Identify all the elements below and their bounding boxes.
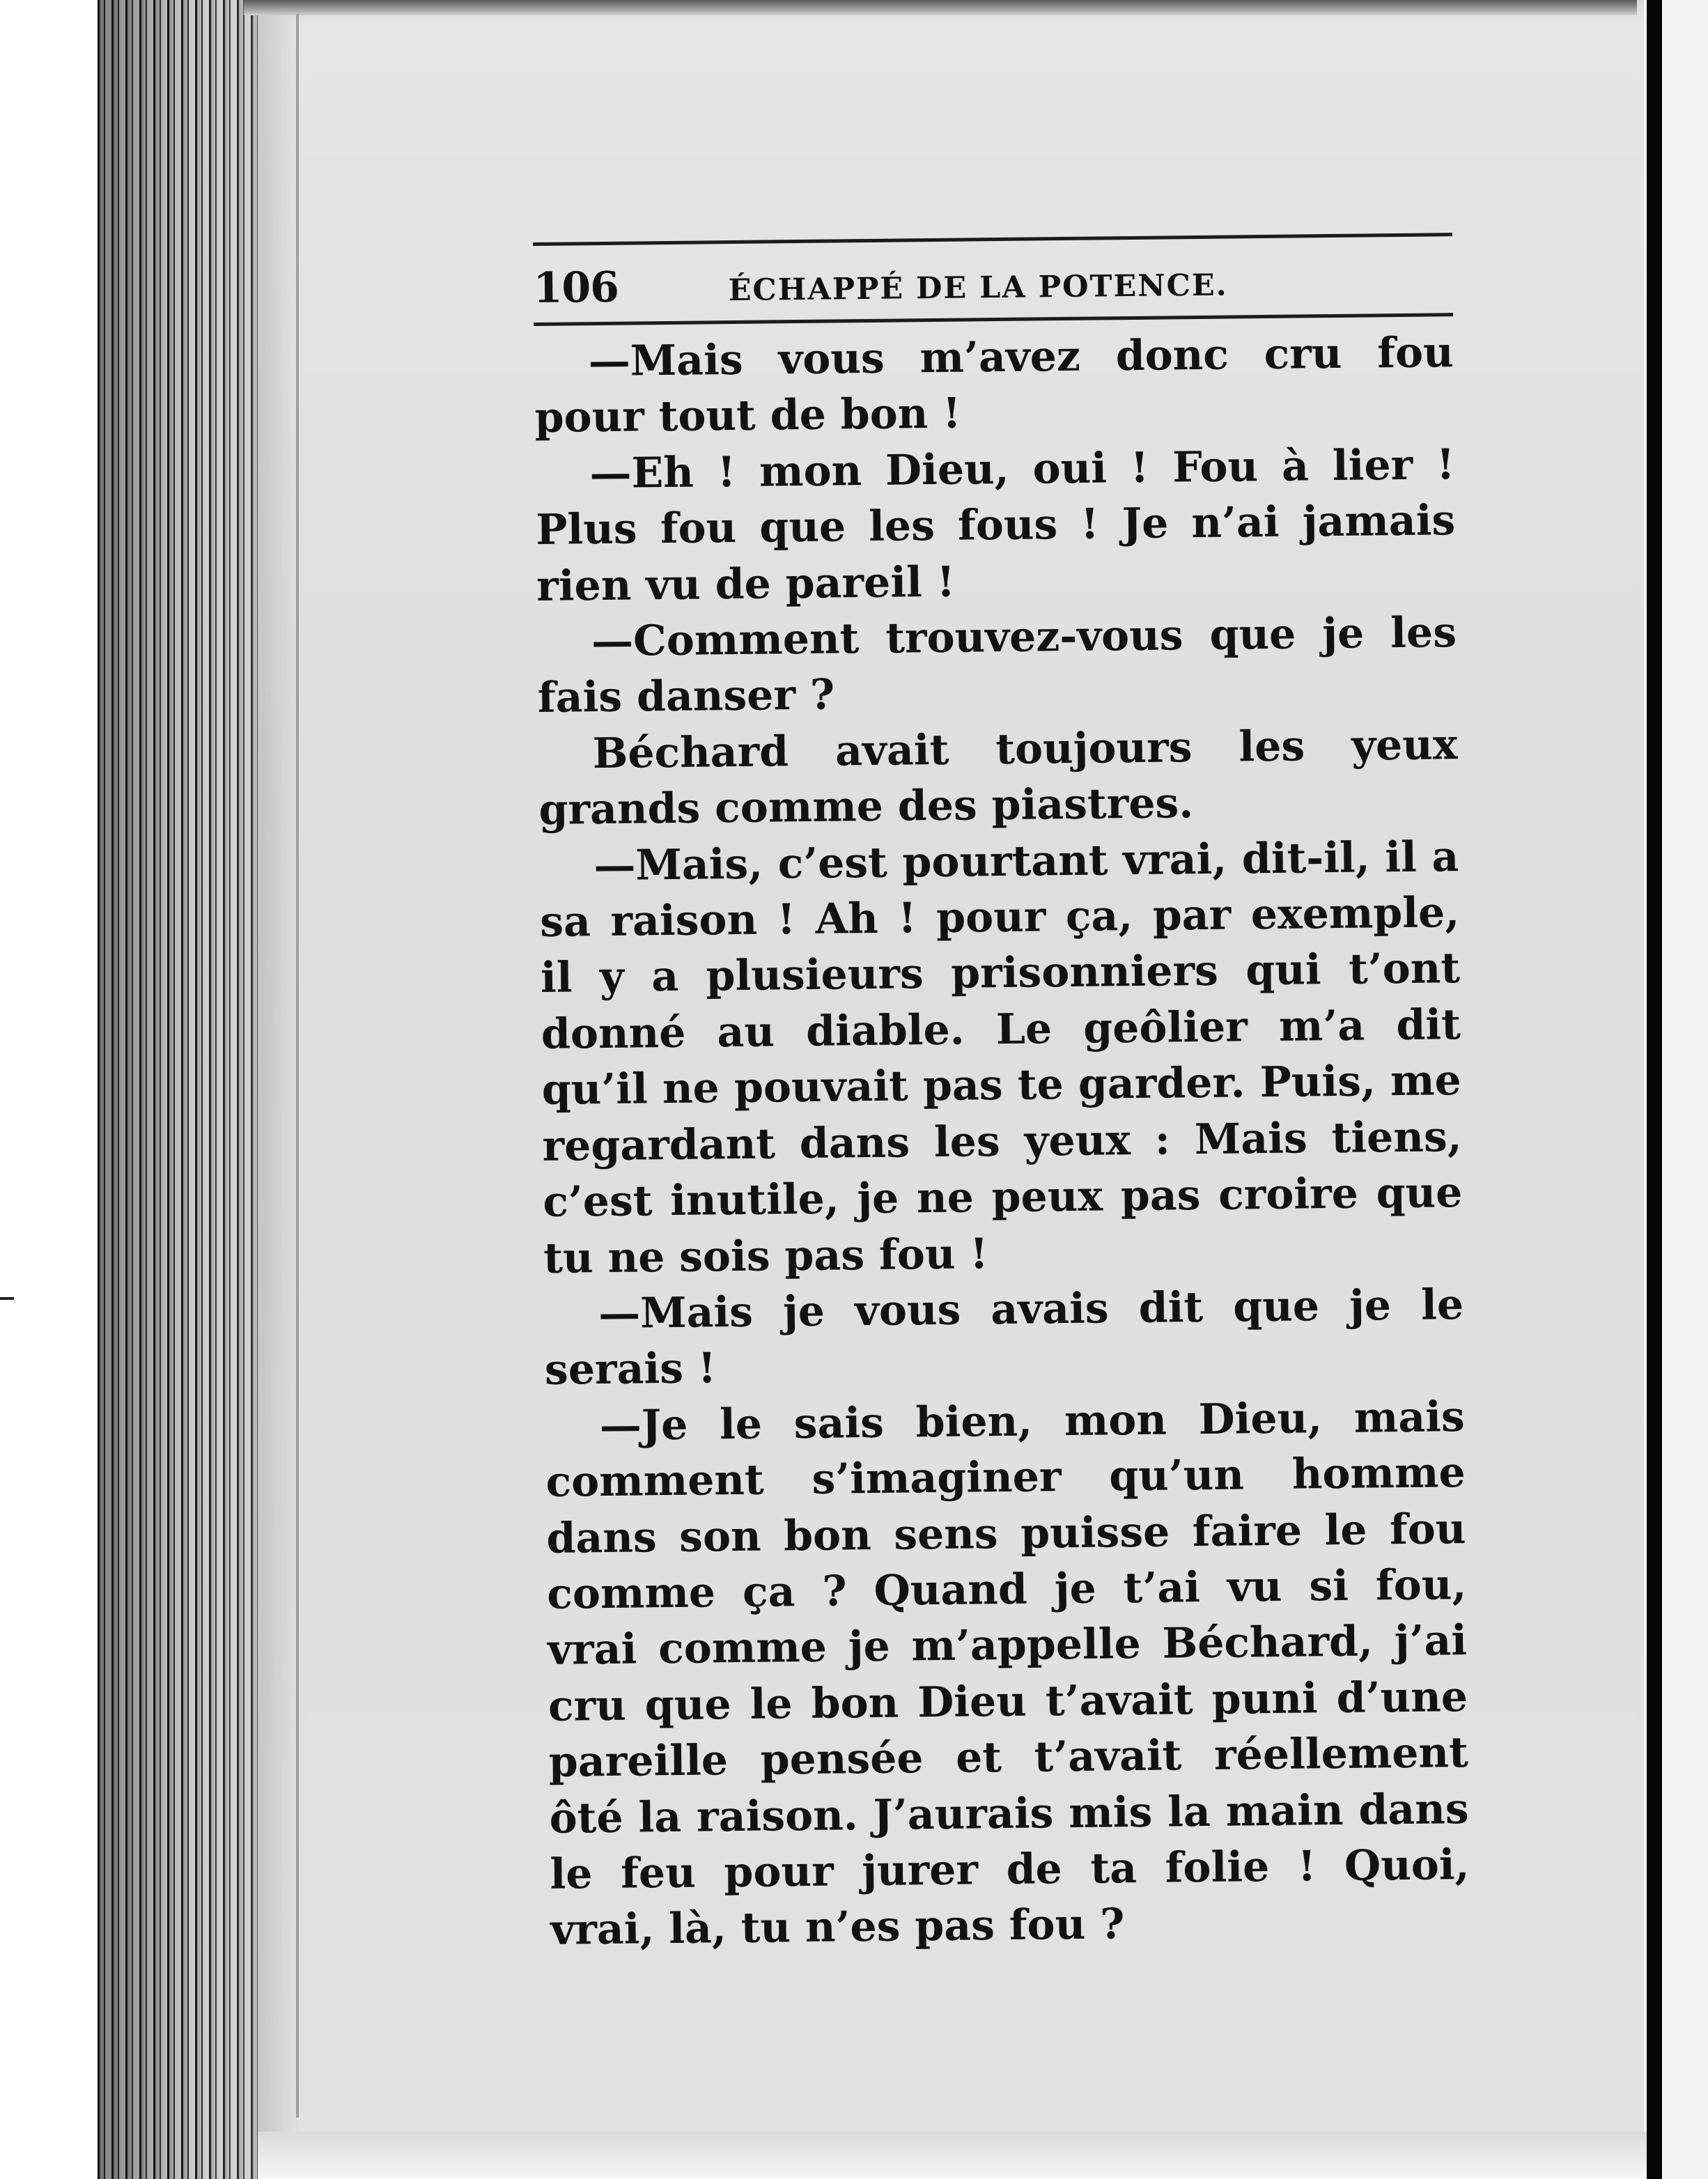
paragraph: —Eh ! mon Dieu, oui ! Fou à lier ! Plus fou que les fous ! Je n’ai jamais rien vu de pareil !	[535, 440, 1456, 611]
paragraph: —Je le sais bien, mon Dieu, mais comment s’imaginer qu’un homme dans son bon sens puisse faire le fou comme ça ? Quand je t’ai vu si fou, vrai comme je m’appelle Béchard, j’ai cru que le bon Dieu t’avait puni d’une pareille pensée et t’avait réellement ôté la raison. J’aurais mis la main dans le feu pour jurer de ta folie ! Quoi, vrai, là, tu n’es pas fou ?	[545, 1392, 1470, 1955]
page-bottom-band	[258, 2132, 1647, 2179]
running-title: ÉCHAPPÉ DE LA POTENCE.	[728, 267, 1228, 309]
paragraph: Béchard avait toujours les yeux grands comme des piastres.	[538, 720, 1458, 835]
running-header	[533, 254, 1453, 313]
scan-border-bar	[1647, 0, 1662, 2179]
header-rule-bottom	[534, 313, 1453, 326]
scan-right-margin	[1662, 0, 1708, 2179]
paragraph: —Comment trouvez-vous que je les fais danser ?	[537, 608, 1457, 723]
text-block	[533, 233, 1470, 1958]
page-number: 106	[533, 263, 619, 313]
page-top-edge	[244, 0, 1637, 15]
body-text	[534, 325, 1470, 1958]
page-edges-shadow	[98, 0, 265, 2179]
paragraph: —Mais vous m’avez donc cru fou pour tout de bon !	[534, 328, 1454, 443]
page-inner-edge	[296, 14, 299, 2118]
paragraph: —Mais, c’est pourtant vrai, dit-il, il a sa raison ! Ah ! pour ça, par exemple, il y a plusieurs prisonniers qui t’ont donné au diable. Le geôlier m’a dit qu’il ne pouvait pas te garder. Puis, me regardant dans les yeux : Mais tiens, c’est inutile, je ne peux pas croire que tu ne sois pas fou !	[539, 832, 1463, 1283]
scan-mark	[0, 1297, 14, 1300]
paragraph: —Mais je vous avais dit que je le serais !	[544, 1280, 1464, 1395]
